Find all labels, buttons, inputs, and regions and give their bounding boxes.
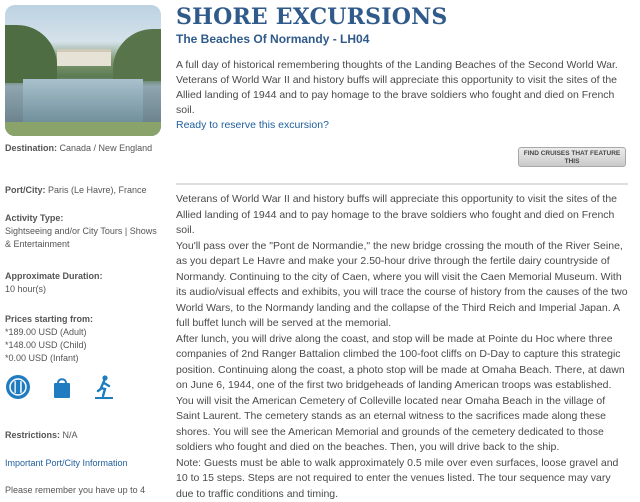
restrictions-label: Restrictions: bbox=[5, 430, 60, 440]
walking-icon bbox=[91, 374, 117, 400]
price-adult: *189.00 USD (Adult) bbox=[5, 326, 165, 339]
duration-label: Approximate Duration: bbox=[5, 270, 165, 283]
port-info bbox=[5, 184, 165, 197]
activity-value: Sightseeing and/or City Tours | Shows & Entertainment bbox=[5, 225, 165, 251]
description bbox=[176, 192, 628, 502]
port-value: Paris (Le Havre), France bbox=[48, 185, 147, 195]
page-title: SHORE EXCURSIONS bbox=[176, 4, 448, 30]
destination-info bbox=[5, 142, 165, 155]
footer-note: Please remember you have up to 4 bbox=[5, 484, 165, 497]
port-city-info-link[interactable]: Important Port/City Information bbox=[5, 457, 165, 470]
prices-label: Prices starting from: bbox=[5, 313, 165, 326]
description-paragraph: After lunch, you will drive along the coast, and stop will be made at Pointe du Hoc where three companies of 2nd Ranger Battalion climbed the 100-foot cliffs on D-Day to capture this strategic position. Continuing along the coast, a photo stop will be made at Omaha Beach. There, at dawn on June 6, 1944, one of the first two bridgeheads of landing American troops was established. You will visit the American Cemetery of Colleville located near Omaha Beach in the village of Saint Laurent. The cemetery stands as an eternal witness to the sacrifices made along these shores. You will see the American Memorial and grounds of the cemetery dedicated to those soldiers who fought and died on the beaches. Then, you will drive back to the ship. bbox=[176, 332, 628, 456]
restrictions-info bbox=[5, 429, 165, 442]
price-infant: *0.00 USD (Infant) bbox=[5, 352, 165, 365]
destination-label: Destination: bbox=[5, 143, 57, 153]
excursion-photo bbox=[5, 5, 161, 136]
intro-paragraph: A full day of historical remembering thoughts of the Landing Beaches of the Second World War. Veterans of World War II and history buffs will appreciate this opportunity to visit the sites of the Allied landing of 1944 and to pay homage to the brave soldiers who fought and died on French soil. bbox=[176, 59, 618, 116]
description-paragraph: Note: Guests must be able to walk approximately 0.5 mile over even surfaces, loose gravel and 10 to 15 steps. Steps are not required to enter the venues listed. The tour sequence may vary due to traffic conditions and timing. bbox=[176, 456, 628, 502]
excursion-title: The Beaches Of Normandy - LH04 bbox=[176, 32, 369, 46]
find-cruises-button[interactable]: FIND CRUISES THAT FEATURE THIS bbox=[518, 147, 626, 167]
reserve-link[interactable]: Ready to reserve this excursion? bbox=[176, 119, 329, 131]
prices-info bbox=[5, 313, 165, 365]
description-paragraph: You'll pass over the "Pont de Normandie," the new bridge crossing the mouth of the River Seine, as you depart Le Havre and make your 2.50-hour drive through the fertile dairy countryside of Normandy. Continuing to the city of Caen, where you will visit the Caen Memorial Museum. With its audio/visual effects and exhibits, you will trace the course of history from the causes of the two World Wars, to the Normandy landing and the collapse of the Third Reich and Imperial Japan. A full buffet lunch will be served at the memorial. bbox=[176, 239, 628, 332]
duration-info bbox=[5, 270, 165, 296]
divider bbox=[176, 183, 628, 185]
activity-label: Activity Type: bbox=[5, 212, 165, 225]
price-child: *148.00 USD (Child) bbox=[5, 339, 165, 352]
activity-icons bbox=[5, 374, 135, 402]
shopping-bag-icon bbox=[49, 374, 75, 400]
dining-icon bbox=[5, 374, 31, 400]
activity-info bbox=[5, 212, 165, 251]
description-paragraph: Veterans of World War II and history buffs will appreciate this opportunity to visit the sites of the Allied landing of 1944 and to pay homage to the brave soldiers who fought and died on French soil. bbox=[176, 192, 628, 239]
destination-value: Canada / New England bbox=[60, 143, 153, 153]
restrictions-value: N/A bbox=[63, 430, 78, 440]
intro-text bbox=[176, 58, 628, 133]
port-label: Port/City: bbox=[5, 185, 46, 195]
duration-value: 10 hour(s) bbox=[5, 283, 165, 296]
